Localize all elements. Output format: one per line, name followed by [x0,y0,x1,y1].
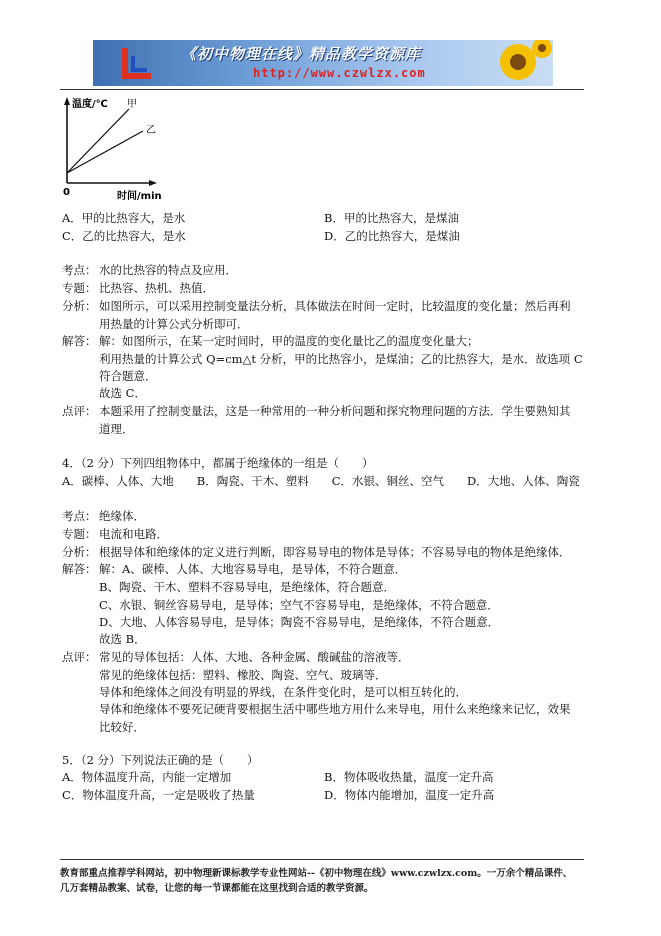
graph-label-jia: 甲 [127,99,137,110]
site-logo-icon [111,46,157,82]
banner-url[interactable]: http://www.czwlzx.com [253,66,426,80]
q3-dianping-line1: 本题采用了控制变量法，这是一种常用的一种分析问题和探究物理问题的方法．学生要熟知其 [99,404,571,418]
graph-label-yi: 乙 [146,125,156,136]
q4-dianping-line5: 比较好． [99,720,145,734]
q4-stem: 4．（2 分）下列四组物体中，都属于绝缘体的一组是（ ） [62,456,374,470]
q4-fenxi-label: 分析： [62,545,97,559]
q5-option-d: D．物体内能增加，温度一定升高 [324,788,495,802]
q3-fenxi-line1: 如图所示，可以采用控制变量法分析，具体做法在时间一定时，比较温度的变化量；然后再利 [99,299,571,313]
q5-stem: 5．（2 分）下列说法正确的是（ ） [62,753,259,767]
q4-dianping-line4: 导体和绝缘体不要死记硬背要根据生活中哪些地方用什么来导电，用什么来绝缘来记忆，效果 [99,702,571,716]
line-jia [67,109,129,173]
graph-xlabel: 时间/min [117,191,162,202]
footer-divider [60,859,584,860]
graph-origin: 0 [63,187,70,198]
q4-dianping-line3: 导体和绝缘体之间没有明显的界线，在条件变化时，是可以相互转化的． [99,685,467,699]
q3-fenxi-label: 分析： [62,299,97,313]
q4-fenxi: 根据导体和绝缘体的定义进行判断，即容易导电的物体是导体；不容易导电的物体是绝缘体． [99,545,571,559]
q4-jieda-line3: C、水银、铜丝容易导电，是导体；空气不容易导电，是绝缘体，不符合题意． [99,598,499,612]
banner-title: 《初中物理在线》精品教学资源库 [181,45,422,63]
q3-option-a: A．甲的比热容大，是水 [62,211,186,225]
q4-jieda-line1: 解：A、碳棒、人体、大地容易导电，是导体，不符合题意． [99,562,407,576]
x-axis-arrow-icon [149,180,157,186]
q4-jieda-line2: B、陶瓷、干木、塑料不容易导电，是绝缘体，符合题意． [99,580,395,594]
q3-dianping-label: 点评： [62,404,97,418]
q5-option-b: B．物体吸收热量，温度一定升高 [324,770,494,784]
q4-dianping-line1: 常见的导体包括：人体、大地、各种金属、酸碱盐的溶液等． [99,650,410,664]
q5-option-c: C．物体温度升高，一定是吸收了热量 [62,788,255,802]
footer-line1: 教育部重点推荐学科网站，初中物理新课标教学专业性网站--《初中物理在线》www.czwlzx.com。一万余个精品课件、 [60,868,573,879]
q3-jieda-line1: 解：如图所示，在某一定时间时，甲的温度的变化量比乙的温度变化量大； [99,334,479,348]
footer-line2: 几万套精品教案、试卷，让您的每一节课都能在这里找到合适的教学资源。 [60,883,374,894]
q4-dianping-line2: 常见的绝缘体包括：塑料、橡胶、陶瓷、空气、玻璃等． [99,668,387,682]
q4-zhuanti-label: 专题： [62,527,97,541]
page-footer [60,866,600,896]
q3-zhuanti: 比热容、热机、热值． [99,281,214,295]
line-yi [67,131,143,173]
q3-option-c: C．乙的比热容大，是水 [62,229,186,243]
q3-option-d: D．乙的比热容大，是煤油 [324,229,460,243]
q3-zhuanti-label: 专题： [62,281,97,295]
q3-kaodian-label: 考点： [62,263,97,277]
y-axis-arrow-icon [64,97,70,105]
q4-jieda-line5: 故选 B． [99,632,146,646]
temperature-time-graph [55,95,185,205]
q3-option-b: B．甲的比热容大，是煤油 [324,211,459,225]
q3-jieda-line3: 符合题意． [99,369,157,383]
sunflower-icon [488,40,553,86]
q4-kaodian-label: 考点： [62,509,97,523]
q4-dianping-label: 点评： [62,650,97,664]
q3-jieda-line4: 故选 C． [99,386,146,400]
q4-options: A．碳棒、人体、大地 B．陶瓷、干木、塑料 C．水银、铜丝、空气 D．大地、人体、陶瓷 [62,474,580,488]
header-banner [93,40,553,86]
q3-jieda-line2: 利用热量的计算公式 Q=cm△t 分析，甲的比热容小，是煤油；乙的比热容大，是水．故选项 C [99,352,583,366]
header-divider [60,89,584,90]
q4-jieda-line4: D、大地、人体容易导电，是导体；陶瓷不容易导电，是绝缘体，不符合题意． [99,615,500,629]
q4-zhuanti: 电流和电路． [99,527,168,541]
q4-jieda-label: 解答： [62,562,97,576]
q3-fenxi-line2: 用热量的计算公式分析即可． [99,317,249,331]
graph-ylabel: 温度/℃ [72,99,108,110]
q4-kaodian: 绝缘体． [99,509,145,523]
q5-option-a: A．物体温度升高，内能一定增加 [62,770,232,784]
q3-kaodian: 水的比热容的特点及应用． [99,263,237,277]
q3-jieda-label: 解答： [62,334,97,348]
q3-dianping-line2: 道理． [99,422,134,436]
